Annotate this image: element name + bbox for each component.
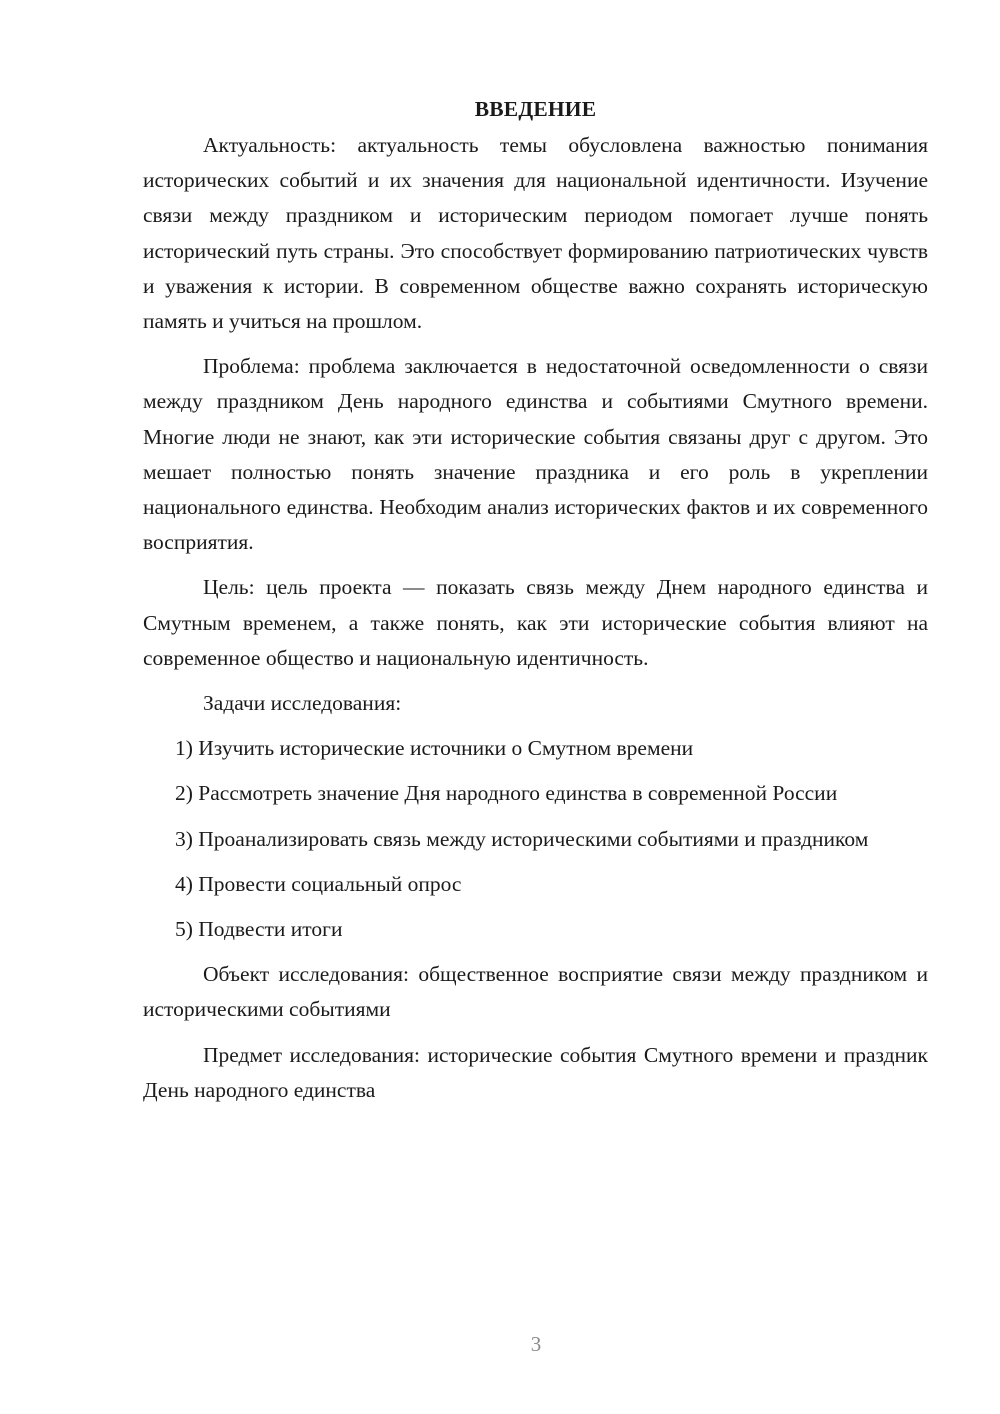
goal-paragraph: Цель: цель проекта — показать связь между Днем народного единства и Смутным временем, а также понять, как эти исторические события влияют на современное общество и национальную идентичность.	[143, 575, 928, 670]
task-item: 2) Рассмотреть значение Дня народного единства в современной России	[175, 781, 838, 806]
task-item: 4) Провести социальный опрос	[175, 871, 462, 896]
problem-paragraph: Проблема: проблема заключается в недостаточной осведомленности о связи между праздником День народного единства и событиями Смутного времени. Многие люди не знают, как эти исторические события связаны друг с другом. Это мешает полностью понять значение праздника и его роль в укреплении национального единства. Необходим анализ исторических фактов и их современного восприятия.	[143, 354, 928, 555]
object-paragraph: Объект исследования: общественное восприятие связи между праздником и историческими событиями	[143, 962, 928, 1022]
tasks-title: Задачи исследования:	[203, 691, 402, 716]
task-item: 1) Изучить исторические источники о Смутном времени	[175, 736, 694, 761]
subject-paragraph: Предмет исследования: исторические события Смутного времени и праздник День народного единства	[143, 1042, 928, 1102]
page-heading: ВВЕДЕНИЕ	[474, 97, 597, 121]
relevance-paragraph: Актуальность: актуальность темы обусловлена важностью понимания исторических событий и их значения для национальной идентичности. Изучение связи между праздником и историческим периодом помогает лучше понять исторический путь страны. Это способствует формированию патриотических чувств и уважения к истории. В современном обществе важно сохранять историческую память и учиться на прошлом.	[143, 133, 928, 334]
task-item: 3) Проанализировать связь между историческими событиями и праздником	[175, 826, 869, 851]
page-number: 3	[530, 1332, 542, 1356]
task-item: 5) Подвести итоги	[175, 917, 343, 942]
document-page	[143, 92, 928, 1118]
